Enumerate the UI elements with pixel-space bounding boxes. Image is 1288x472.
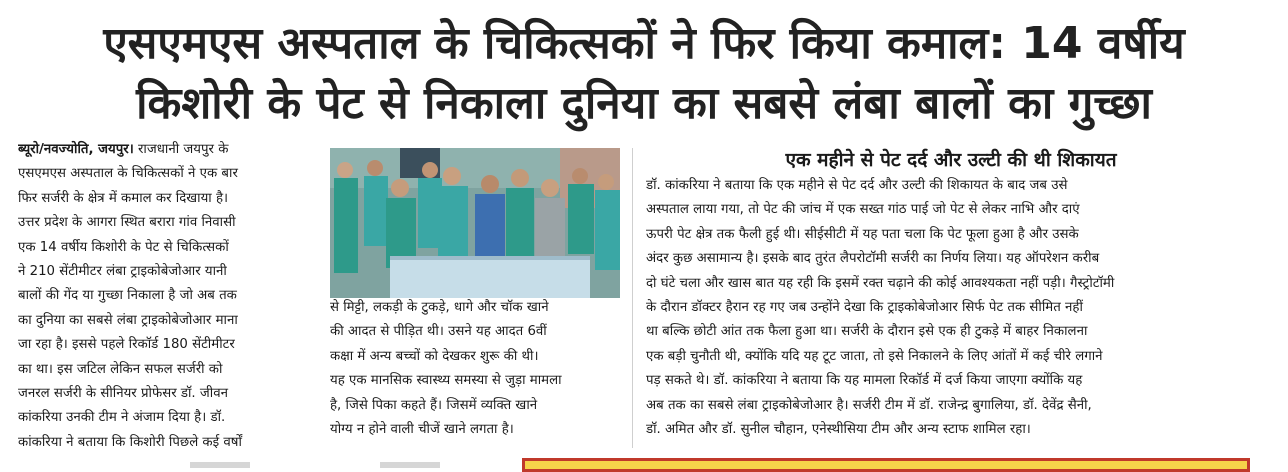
column-1	[18, 138, 318, 455]
col3-line: दो घंटे चला और खास बात यह रही कि इसमें रक्त चढ़ाने की कोई आवश्यकता नहीं पड़ी। गैस्ट्रोटॉमी	[646, 275, 1115, 291]
col3-line: अस्पताल लाया गया, तो पेट की जांच में एक सख्त गांठ पाई जो पेट से लेकर नाभि और दाएं	[646, 202, 1080, 218]
col3-line: ऊपरी पेट क्षेत्र तक फैली हुई थी। सीईसीटी में यह पता चला कि पेट फूला हुआ है और उसके	[646, 226, 1079, 242]
col1-line: जा रहा है। इससे पहले रिकॉर्ड 180 सेंटीमीटर	[18, 337, 235, 353]
bottom-gray-bar-left	[190, 462, 250, 468]
col1-line: का दुनिया का सबसे लंबा ट्राइकोबेजोआर माना	[18, 312, 238, 328]
col3-line: डॉ. कांकरिया ने बताया कि एक महीने से पेट दर्द और उल्टी की शिकायत के बाद जब उसे	[646, 178, 1068, 193]
col1-line: कांकरिया ने बताया कि किशोरी पिछले कई वर्षों	[18, 434, 242, 450]
col2-line: कक्षा में अन्य बच्चों को देखकर शुरू की थी।	[330, 348, 539, 364]
col1-line: कांकरिया उनकी टीम ने अंजाम दिया है। डॉ.	[18, 410, 226, 426]
section-subheading: एक महीने से पेट दर्द और उल्टी की थी शिकायत	[785, 149, 1117, 171]
col3-line: के दौरान डॉक्टर हैरान रह गए जब उन्होंने देखा कि ट्राइकोबेजोआर सिर्फ पेट तक सीमित नहीं	[646, 300, 1083, 316]
col1-line: उत्तर प्रदेश के आगरा स्थित बरारा गांव निवासी	[18, 215, 236, 231]
col1-line: एसएमएस अस्पताल के चिकित्सकों ने एक बार	[18, 166, 238, 182]
col3-line: अब तक का सबसे लंबा ट्राइकोबेजोआर है। सर्जरी टीम में डॉ. राजेन्द्र बुगालिया, डॉ. देवेंद्र सैनी,	[646, 397, 1092, 413]
col1-line: का था। इस जटिल लेकिन सफल सर्जरी को	[18, 361, 223, 377]
headline-line-2: किशोरी के पेट से निकाला दुनिया का सबसे लंबा बालों का गुच्छा	[136, 78, 1152, 129]
col1-line: फिर सर्जरी के क्षेत्र में कमाल कर दिखाया है।	[18, 190, 229, 206]
byline: ब्यूरो/नवज्योति, जयपुर।	[18, 142, 134, 157]
bottom-gray-bar-mid	[380, 462, 440, 468]
bottom-highlight-box	[522, 458, 1250, 472]
col2-line: है, जिसे पिका कहते हैं। जिसमें व्यक्ति खाने	[330, 397, 538, 413]
col3-line: था बल्कि छोटी आंत तक फैला हुआ था। सर्जरी के दौरान इसे एक ही टुकड़े में बाहर निकालना	[646, 324, 1088, 340]
surgical-team-photo	[330, 148, 620, 298]
headline-line-1: एसएमएस अस्पताल के चिकित्सकों ने फिर किया कमाल: 14 वर्षीय	[103, 18, 1185, 69]
col3-line: डॉ. अमित और डॉ. सुनील चौहान, एनेस्थीसिया टीम और अन्य स्टाफ शामिल रहा।	[646, 422, 1031, 438]
column-2	[330, 296, 620, 442]
col3-line: अंदर कुछ असामान्य है। इसके बाद तुरंत लैपरोटॉमी सर्जरी का निर्णय लिया। यह ऑपरेशन करीब	[646, 251, 1100, 267]
column-divider	[632, 148, 633, 448]
col1-line: राजधानी जयपुर के	[133, 142, 229, 157]
col2-line: योग्य न होने वाली चीजें खाने लगता है।	[330, 422, 514, 438]
column-3	[646, 174, 1256, 442]
col3-line: एक बड़ी चुनौती थी, क्योंकि यदि यह टूट जाता, तो इसे निकालने के लिए आंतों में कई चीरे लगाने	[646, 348, 1103, 364]
col1-line: जनरल सर्जरी के सीनियर प्रोफेसर डॉ. जीवन	[18, 386, 228, 402]
col2-line: की आदत से पीड़ित थी। उसने यह आदत 6वीं	[330, 324, 547, 340]
col1-line: ने 210 सेंटीमीटर लंबा ट्राइकोबेजोआर यानी	[18, 264, 227, 280]
col2-line: यह एक मानसिक स्वास्थ्य समस्या से जुड़ा मामला	[330, 373, 562, 389]
col3-line: पड़ सकते थे। डॉ. कांकरिया ने बताया कि यह मामला रिकॉर्ड में दर्ज किया जाएगा क्योंकि यह	[646, 373, 1083, 389]
col2-line: से मिट्टी, लकड़ी के टुकड़े, धागे और चॉक खाने	[330, 300, 549, 315]
col1-line: एक 14 वर्षीय किशोरी के पेट से चिकित्सकों	[18, 239, 229, 255]
col1-line: बालों की गेंद या गुच्छा निकाला है जो अब तक	[18, 288, 237, 304]
